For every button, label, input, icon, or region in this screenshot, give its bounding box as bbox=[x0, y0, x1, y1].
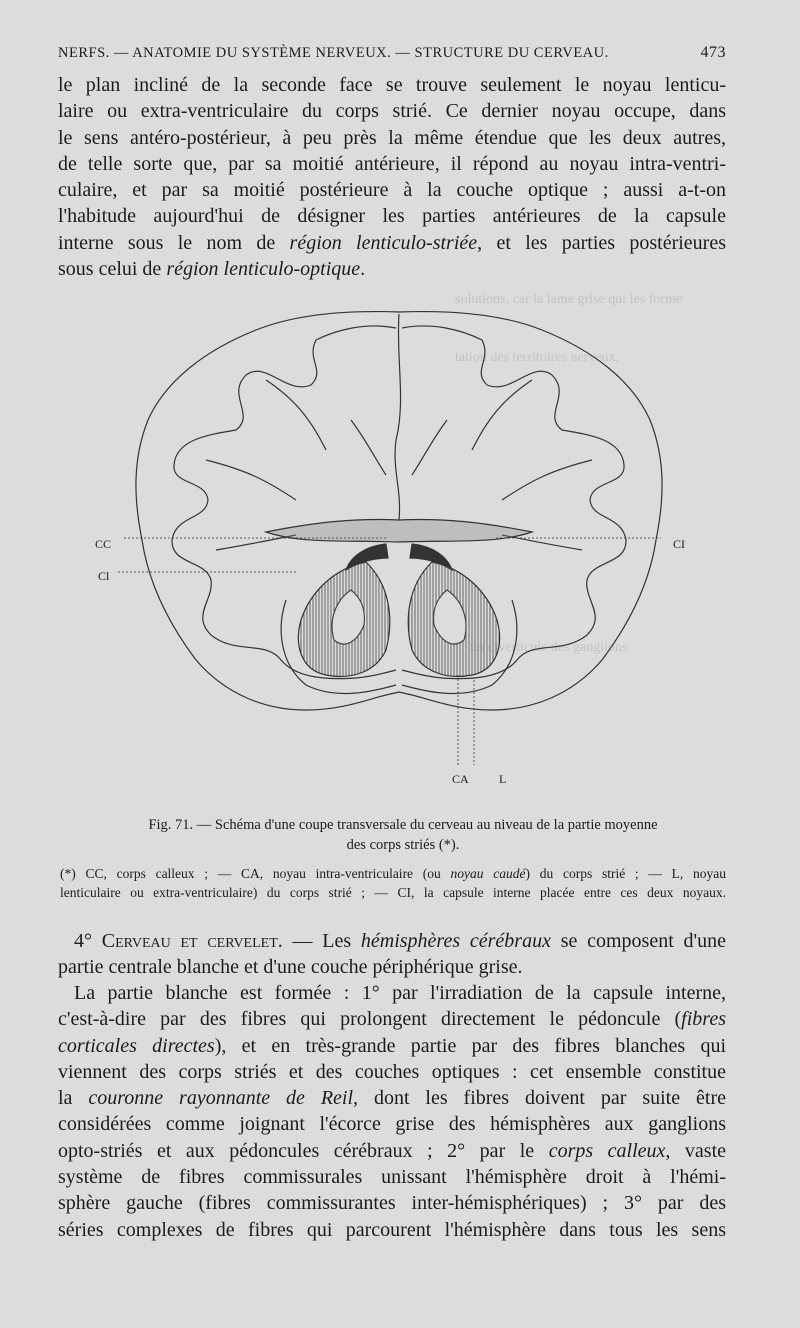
show-through-text: solutions, car la lame grise qui les forme bbox=[455, 292, 683, 307]
section-paragraph bbox=[58, 928, 726, 981]
text-line bbox=[58, 928, 726, 954]
text-line bbox=[58, 1006, 726, 1032]
text-run: , et les parties postérieures bbox=[477, 231, 726, 254]
text-line: séries complexes de fibres qui parcourent l'hémisphère dans tous les sens bbox=[58, 1218, 726, 1241]
text-line: partie centrale blanche et d'une couche périphérique grise. bbox=[58, 956, 523, 979]
term-corticales-directes: corticales directes bbox=[58, 1034, 215, 1057]
sulcus bbox=[206, 460, 296, 500]
text-line: considérées comme joignant l'écorce grise des hémisphères aux ganglions bbox=[58, 1113, 726, 1136]
footnote-line: lenticulaire ou extra-ventriculaire) du corps strié ; — CI, la capsule interne placée entre ces deux noyaux. bbox=[60, 885, 726, 900]
sulcus bbox=[412, 420, 447, 475]
text-line bbox=[58, 1085, 726, 1111]
text-line: le sens antéro-postérieur, à peu près la même étendue que les deux autres, bbox=[58, 126, 726, 149]
term-couronne-rayonnante: couronne rayonnante de Reil bbox=[88, 1087, 354, 1110]
term-noyau-caude: noyau caudé bbox=[450, 866, 526, 881]
text-run: , vaste bbox=[665, 1139, 726, 1162]
text-run: c'est-à-dire par des fibres qui prolongent directement le pédoncule ( bbox=[58, 1008, 682, 1031]
term-region-lenticulo-striee: région lenticulo-striée bbox=[289, 231, 478, 254]
term-corps-calleux: corps calleux bbox=[548, 1139, 666, 1162]
text-run: , dont les fibres doivent par suite être bbox=[353, 1087, 726, 1110]
running-header bbox=[58, 44, 726, 62]
text-run: . — Les bbox=[277, 930, 361, 952]
text-run: 4° bbox=[74, 930, 102, 952]
text-line: sphère gauche (fibres commissurantes inter-hémisphériques) ; 3° par des bbox=[58, 1192, 726, 1215]
text-line bbox=[58, 1138, 726, 1164]
figure-label-ci-right: CI bbox=[673, 537, 685, 551]
show-through-text: un diverticule des ganglions bbox=[470, 640, 628, 655]
intro-paragraph bbox=[58, 72, 726, 282]
text-run: ) du corps strié ; — L, noyau bbox=[525, 866, 726, 881]
text-line bbox=[58, 1033, 726, 1059]
text-line: viennent des corps striés et des couches optiques : cet ensemble constitue bbox=[58, 1060, 726, 1083]
sulcus bbox=[266, 380, 326, 450]
text-run: sous celui de bbox=[58, 258, 167, 281]
text-run: se composent d'une bbox=[550, 930, 726, 952]
footnote-line bbox=[60, 864, 726, 883]
figure-footnote bbox=[60, 864, 726, 902]
text-run: interne sous le nom de bbox=[58, 231, 290, 254]
text-line: de telle sorte que, par sa moitié antérieure, il répond au noyau intra-ventri- bbox=[58, 152, 726, 175]
term-hemispheres-cerebraux: hémisphères cérébraux bbox=[360, 930, 551, 952]
text-line bbox=[58, 230, 726, 256]
section-heading: Cerveau et cervelet bbox=[101, 930, 278, 952]
term-fibres: fibres bbox=[681, 1008, 726, 1031]
corpus-callosum bbox=[266, 520, 532, 543]
text-line: système de fibres commissurales unissant l'hémisphère droit à l'hémi- bbox=[58, 1166, 726, 1189]
figure-label-ca: CA bbox=[452, 772, 469, 786]
body-paragraph bbox=[58, 980, 726, 1243]
text-run: la bbox=[58, 1087, 89, 1110]
figure-label-cc: CC bbox=[95, 537, 112, 551]
text-line: La partie blanche est formée : 1° par l'irradiation de la capsule interne, bbox=[74, 982, 726, 1004]
show-through-text: tation des territoires nerveux, bbox=[455, 350, 620, 365]
sulcus bbox=[502, 460, 592, 500]
brain-section-figure bbox=[96, 300, 706, 800]
text-run: ), et en très-grande partie par des fibres blanches qui bbox=[214, 1034, 727, 1057]
text-line bbox=[58, 256, 726, 282]
term-region-lenticulo-optique: région lenticulo-optique bbox=[166, 258, 361, 281]
interhemispheric-fissure bbox=[395, 314, 401, 520]
text-run: . bbox=[360, 258, 366, 281]
running-title: NERFS. — ANATOMIE DU SYSTÈME NERVEUX. — STRUCTURE DU CERVEAU. bbox=[58, 45, 609, 61]
text-line: le plan incliné de la seconde face se trouve seulement le noyau lenticu- bbox=[58, 74, 726, 96]
text-line: laire ou extra-ventriculaire du corps strié. Ce dernier noyau occupe, dans bbox=[58, 100, 726, 123]
sulcus bbox=[351, 420, 386, 475]
page-number: 473 bbox=[700, 44, 726, 61]
figure-label-ci-left: Cl bbox=[98, 569, 110, 583]
text-run: (*) CC, corps calleux ; — CA, noyau intra-ventriculaire (ou bbox=[60, 866, 451, 881]
caption-line: Fig. 71. — Schéma d'une coupe transversale du cerveau au niveau de la partie moyenne bbox=[148, 817, 658, 833]
text-run: opto-striés et aux pédoncules cérébraux ; 2° par le bbox=[58, 1139, 549, 1162]
text-line: l'habitude aujourd'hui de désigner les parties antérieures de la capsule bbox=[58, 205, 726, 228]
text-line: culaire, et par sa moitié postérieure à la couche optique ; aussi a-t-on bbox=[58, 179, 726, 202]
figure-caption bbox=[88, 815, 718, 855]
caption-line: des corps striés (*). bbox=[346, 837, 460, 853]
figure-label-l: L bbox=[499, 772, 507, 786]
sulcus bbox=[472, 380, 532, 450]
